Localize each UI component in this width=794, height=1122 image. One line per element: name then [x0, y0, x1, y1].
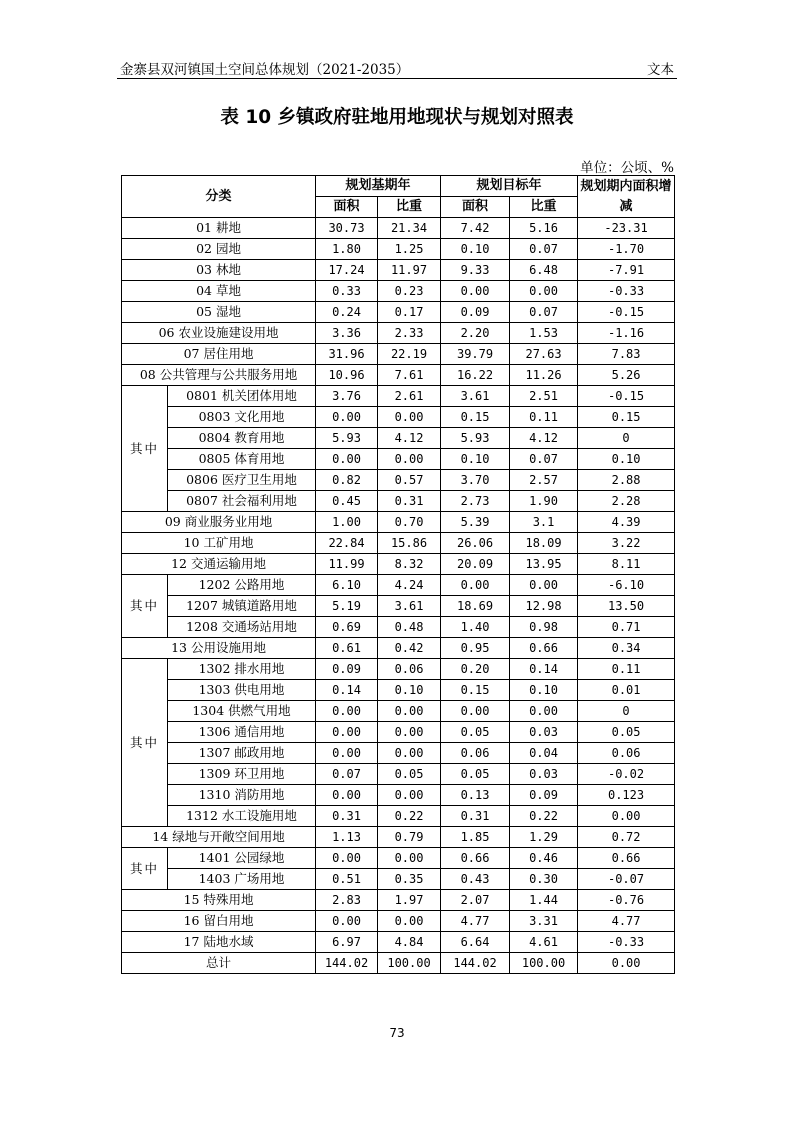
category-name: 14 绿地与开敞空间用地 — [122, 827, 316, 848]
target-area-cell: 0.95 — [441, 638, 510, 659]
category-name: 10 工矿用地 — [122, 533, 316, 554]
area-change-cell: 0.10 — [578, 449, 675, 470]
total-row — [122, 953, 675, 974]
target-ratio-cell: 12.98 — [510, 596, 578, 617]
category-name: 0805 体育用地 — [168, 449, 316, 470]
base-ratio-cell: 8.32 — [378, 554, 441, 575]
base-ratio-cell: 0.00 — [378, 848, 441, 869]
base-ratio-cell: 2.61 — [378, 386, 441, 407]
target-area-cell: 7.42 — [441, 218, 510, 239]
target-ratio-cell: 0.07 — [510, 449, 578, 470]
table-row — [122, 596, 675, 617]
base-ratio-cell: 0.00 — [378, 785, 441, 806]
base-ratio-cell: 4.24 — [378, 575, 441, 596]
category-name: 17 陆地水域 — [122, 932, 316, 953]
base-ratio-cell: 0.57 — [378, 470, 441, 491]
base-area-cell: 0.07 — [316, 764, 378, 785]
target-ratio-cell: 11.26 — [510, 365, 578, 386]
base-ratio-cell: 0.06 — [378, 659, 441, 680]
base-area-cell: 6.97 — [316, 932, 378, 953]
table-row — [122, 491, 675, 512]
target-area-cell: 0.15 — [441, 407, 510, 428]
base-ratio-cell: 15.86 — [378, 533, 441, 554]
base-area-cell: 0.00 — [316, 722, 378, 743]
base-ratio-cell: 0.17 — [378, 302, 441, 323]
target-area-cell: 5.39 — [441, 512, 510, 533]
category-name: 1312 水工设施用地 — [168, 806, 316, 827]
base-area-cell: 3.76 — [316, 386, 378, 407]
header-target-ratio: 比重 — [510, 197, 578, 218]
base-ratio-cell: 0.31 — [378, 491, 441, 512]
area-change-cell: -0.33 — [578, 932, 675, 953]
header-category: 分类 — [122, 176, 316, 218]
subgroup-label: 其中 — [122, 848, 168, 890]
area-change-cell: 2.28 — [578, 491, 675, 512]
area-change-cell: -1.70 — [578, 239, 675, 260]
area-change-cell: -0.76 — [578, 890, 675, 911]
header-target-area: 面积 — [441, 197, 510, 218]
area-change-cell: -0.33 — [578, 281, 675, 302]
base-area-cell: 6.10 — [316, 575, 378, 596]
target-area-cell: 2.07 — [441, 890, 510, 911]
area-change-cell: 0 — [578, 701, 675, 722]
base-area-cell: 1.00 — [316, 512, 378, 533]
target-area-cell: 16.22 — [441, 365, 510, 386]
target-area-cell: 0.31 — [441, 806, 510, 827]
land-use-table — [121, 175, 675, 974]
header-base-year: 规划基期年 — [316, 176, 441, 197]
table-row — [122, 722, 675, 743]
table-row — [122, 806, 675, 827]
category-name: 04 草地 — [122, 281, 316, 302]
target-ratio-cell: 5.16 — [510, 218, 578, 239]
base-ratio-cell: 22.19 — [378, 344, 441, 365]
subgroup-label: 其中 — [122, 659, 168, 827]
category-name: 1310 消防用地 — [168, 785, 316, 806]
category-name: 16 留白用地 — [122, 911, 316, 932]
target-area-cell: 18.69 — [441, 596, 510, 617]
base-area-cell: 2.83 — [316, 890, 378, 911]
target-ratio-cell: 6.48 — [510, 260, 578, 281]
base-area-cell: 0.00 — [316, 785, 378, 806]
target-area-cell: 9.33 — [441, 260, 510, 281]
base-ratio-cell: 4.84 — [378, 932, 441, 953]
target-area-cell: 2.73 — [441, 491, 510, 512]
target-ratio-cell: 27.63 — [510, 344, 578, 365]
area-change-cell: -1.16 — [578, 323, 675, 344]
target-ratio-cell: 1.29 — [510, 827, 578, 848]
area-change-cell: 0.06 — [578, 743, 675, 764]
category-name: 05 湿地 — [122, 302, 316, 323]
table-row — [122, 260, 675, 281]
area-change-cell: 0.05 — [578, 722, 675, 743]
target-area-cell: 0.05 — [441, 722, 510, 743]
category-name: 0806 医疗卫生用地 — [168, 470, 316, 491]
area-change-cell: 0.15 — [578, 407, 675, 428]
area-change-cell: 0.34 — [578, 638, 675, 659]
target-area-cell: 39.79 — [441, 344, 510, 365]
table-row — [122, 848, 675, 869]
target-area-cell: 0.10 — [441, 239, 510, 260]
header-area-change: 规划期内面积增减 — [578, 176, 675, 218]
base-area-cell: 0.09 — [316, 659, 378, 680]
target-area-cell: 0.66 — [441, 848, 510, 869]
area-change-cell: 0 — [578, 428, 675, 449]
target-area-cell: 0.06 — [441, 743, 510, 764]
category-name: 0801 机关团体用地 — [168, 386, 316, 407]
category-name: 1208 交通场站用地 — [168, 617, 316, 638]
base-ratio-cell: 0.70 — [378, 512, 441, 533]
base-area-cell: 0.33 — [316, 281, 378, 302]
area-change-cell: 4.39 — [578, 512, 675, 533]
area-change-cell: -7.91 — [578, 260, 675, 281]
base-ratio-cell: 0.00 — [378, 407, 441, 428]
base-ratio-cell: 0.22 — [378, 806, 441, 827]
target-ratio-cell: 13.95 — [510, 554, 578, 575]
category-name: 1302 排水用地 — [168, 659, 316, 680]
category-name: 07 居住用地 — [122, 344, 316, 365]
base-ratio-cell: 11.97 — [378, 260, 441, 281]
category-name: 1304 供燃气用地 — [168, 701, 316, 722]
target-ratio-cell: 0.03 — [510, 722, 578, 743]
base-area-cell: 0.45 — [316, 491, 378, 512]
target-ratio-cell: 0.11 — [510, 407, 578, 428]
target-ratio-cell: 0.98 — [510, 617, 578, 638]
category-name: 02 园地 — [122, 239, 316, 260]
category-name: 03 林地 — [122, 260, 316, 281]
base-ratio-cell: 0.00 — [378, 722, 441, 743]
table-row — [122, 932, 675, 953]
category-name: 12 交通运输用地 — [122, 554, 316, 575]
area-change-cell: 0.00 — [578, 953, 675, 974]
target-ratio-cell: 0.00 — [510, 575, 578, 596]
target-area-cell: 6.64 — [441, 932, 510, 953]
target-area-cell: 26.06 — [441, 533, 510, 554]
category-name: 1303 供电用地 — [168, 680, 316, 701]
table-row — [122, 743, 675, 764]
target-area-cell: 0.15 — [441, 680, 510, 701]
area-change-cell: -0.07 — [578, 869, 675, 890]
page-number: 73 — [389, 1026, 405, 1040]
area-change-cell: -6.10 — [578, 575, 675, 596]
target-ratio-cell: 4.61 — [510, 932, 578, 953]
base-area-cell: 5.93 — [316, 428, 378, 449]
base-area-cell: 1.13 — [316, 827, 378, 848]
base-ratio-cell: 0.10 — [378, 680, 441, 701]
table-row — [122, 302, 675, 323]
area-change-cell: 0.11 — [578, 659, 675, 680]
area-change-cell: 0.71 — [578, 617, 675, 638]
table-row — [122, 449, 675, 470]
base-ratio-cell: 0.23 — [378, 281, 441, 302]
base-area-cell: 17.24 — [316, 260, 378, 281]
base-ratio-cell: 3.61 — [378, 596, 441, 617]
base-area-cell: 22.84 — [316, 533, 378, 554]
category-name: 09 商业服务业用地 — [122, 512, 316, 533]
target-area-cell: 1.85 — [441, 827, 510, 848]
table-row — [122, 281, 675, 302]
target-area-cell: 0.09 — [441, 302, 510, 323]
area-change-cell: -0.02 — [578, 764, 675, 785]
unit-label: 单位：公顷、% — [580, 160, 674, 176]
target-ratio-cell: 1.90 — [510, 491, 578, 512]
target-ratio-cell: 0.04 — [510, 743, 578, 764]
base-ratio-cell: 7.61 — [378, 365, 441, 386]
target-area-cell: 0.13 — [441, 785, 510, 806]
area-change-cell: 7.83 — [578, 344, 675, 365]
base-area-cell: 0.00 — [316, 848, 378, 869]
base-ratio-cell: 0.05 — [378, 764, 441, 785]
area-change-cell: 5.26 — [578, 365, 675, 386]
target-ratio-cell: 2.51 — [510, 386, 578, 407]
base-area-cell: 30.73 — [316, 218, 378, 239]
base-ratio-cell: 0.79 — [378, 827, 441, 848]
base-area-cell: 11.99 — [316, 554, 378, 575]
base-area-cell: 0.51 — [316, 869, 378, 890]
target-area-cell: 0.10 — [441, 449, 510, 470]
category-name: 01 耕地 — [122, 218, 316, 239]
target-ratio-cell: 2.57 — [510, 470, 578, 491]
target-area-cell: 3.70 — [441, 470, 510, 491]
category-name: 0803 文化用地 — [168, 407, 316, 428]
target-ratio-cell: 3.31 — [510, 911, 578, 932]
target-area-cell: 20.09 — [441, 554, 510, 575]
table-row — [122, 785, 675, 806]
subgroup-label: 其中 — [122, 386, 168, 512]
base-ratio-cell: 4.12 — [378, 428, 441, 449]
base-ratio-cell: 0.42 — [378, 638, 441, 659]
table-row — [122, 638, 675, 659]
table-row — [122, 890, 675, 911]
table-row — [122, 554, 675, 575]
table-row — [122, 407, 675, 428]
running-header-section: 文本 — [647, 62, 674, 78]
target-ratio-cell: 0.03 — [510, 764, 578, 785]
area-change-cell: 13.50 — [578, 596, 675, 617]
table-row — [122, 617, 675, 638]
base-ratio-cell: 0.35 — [378, 869, 441, 890]
base-area-cell: 3.36 — [316, 323, 378, 344]
area-change-cell: 3.22 — [578, 533, 675, 554]
target-area-cell: 2.20 — [441, 323, 510, 344]
target-ratio-cell: 0.46 — [510, 848, 578, 869]
category-name: 08 公共管理与公共服务用地 — [122, 365, 316, 386]
header-target-year: 规划目标年 — [441, 176, 578, 197]
category-name: 1306 通信用地 — [168, 722, 316, 743]
area-change-cell: 0.01 — [578, 680, 675, 701]
target-ratio-cell: 0.07 — [510, 239, 578, 260]
table-row — [122, 344, 675, 365]
target-area-cell: 4.77 — [441, 911, 510, 932]
target-area-cell: 1.40 — [441, 617, 510, 638]
base-area-cell: 10.96 — [316, 365, 378, 386]
header-base-area: 面积 — [316, 197, 378, 218]
table-row — [122, 911, 675, 932]
category-name: 0807 社会福利用地 — [168, 491, 316, 512]
category-name: 13 公用设施用地 — [122, 638, 316, 659]
base-ratio-cell: 0.00 — [378, 743, 441, 764]
header-rule — [117, 78, 677, 79]
area-change-cell: 0.66 — [578, 848, 675, 869]
target-ratio-cell: 1.53 — [510, 323, 578, 344]
target-area-cell: 5.93 — [441, 428, 510, 449]
target-ratio-cell: 0.07 — [510, 302, 578, 323]
target-ratio-cell: 4.12 — [510, 428, 578, 449]
target-ratio-cell: 0.66 — [510, 638, 578, 659]
base-ratio-cell: 0.00 — [378, 449, 441, 470]
table-row — [122, 218, 675, 239]
base-ratio-cell: 0.48 — [378, 617, 441, 638]
base-ratio-cell: 21.34 — [378, 218, 441, 239]
table-row — [122, 701, 675, 722]
table-row — [122, 533, 675, 554]
base-ratio-cell: 1.97 — [378, 890, 441, 911]
base-area-cell: 1.80 — [316, 239, 378, 260]
target-ratio-cell: 3.1 — [510, 512, 578, 533]
running-header-title: 金寨县双河镇国土空间总体规划（2021-2035） — [120, 62, 410, 78]
table-row — [122, 827, 675, 848]
category-name: 06 农业设施建设用地 — [122, 323, 316, 344]
base-area-cell: 0.31 — [316, 806, 378, 827]
base-area-cell: 0.14 — [316, 680, 378, 701]
base-area-cell: 0.00 — [316, 911, 378, 932]
target-ratio-cell: 0.00 — [510, 701, 578, 722]
target-area-cell: 0.00 — [441, 701, 510, 722]
category-name: 1403 广场用地 — [168, 869, 316, 890]
target-ratio-cell: 18.09 — [510, 533, 578, 554]
table-row — [122, 386, 675, 407]
category-name: 1401 公园绿地 — [168, 848, 316, 869]
table-row — [122, 512, 675, 533]
target-ratio-cell: 0.00 — [510, 281, 578, 302]
table-row — [122, 680, 675, 701]
category-name: 1207 城镇道路用地 — [168, 596, 316, 617]
target-ratio-cell: 0.09 — [510, 785, 578, 806]
base-ratio-cell: 2.33 — [378, 323, 441, 344]
table-row — [122, 470, 675, 491]
category-name: 1309 环卫用地 — [168, 764, 316, 785]
base-area-cell: 0.24 — [316, 302, 378, 323]
base-area-cell: 0.69 — [316, 617, 378, 638]
table-row — [122, 239, 675, 260]
base-ratio-cell: 100.00 — [378, 953, 441, 974]
subgroup-label: 其中 — [122, 575, 168, 638]
base-area-cell: 0.00 — [316, 743, 378, 764]
target-area-cell: 3.61 — [441, 386, 510, 407]
area-change-cell: 2.88 — [578, 470, 675, 491]
table-title: 表 10 乡镇政府驻地用地现状与规划对照表 — [220, 107, 574, 128]
table-row — [122, 659, 675, 680]
category-name: 15 特殊用地 — [122, 890, 316, 911]
target-area-cell: 0.05 — [441, 764, 510, 785]
table-row — [122, 323, 675, 344]
area-change-cell: -0.15 — [578, 302, 675, 323]
area-change-cell: -0.15 — [578, 386, 675, 407]
table-row — [122, 869, 675, 890]
category-name: 1202 公路用地 — [168, 575, 316, 596]
header-row-1 — [122, 176, 675, 197]
base-area-cell: 31.96 — [316, 344, 378, 365]
target-area-cell: 0.20 — [441, 659, 510, 680]
target-area-cell: 144.02 — [441, 953, 510, 974]
category-name: 总计 — [122, 953, 316, 974]
header-base-ratio: 比重 — [378, 197, 441, 218]
area-change-cell: 0.123 — [578, 785, 675, 806]
base-ratio-cell: 0.00 — [378, 911, 441, 932]
base-ratio-cell: 1.25 — [378, 239, 441, 260]
base-area-cell: 0.82 — [316, 470, 378, 491]
area-change-cell: 0.00 — [578, 806, 675, 827]
target-ratio-cell: 0.14 — [510, 659, 578, 680]
base-area-cell: 144.02 — [316, 953, 378, 974]
base-area-cell: 0.00 — [316, 449, 378, 470]
category-name: 0804 教育用地 — [168, 428, 316, 449]
table-row — [122, 764, 675, 785]
target-ratio-cell: 0.22 — [510, 806, 578, 827]
target-ratio-cell: 0.30 — [510, 869, 578, 890]
area-change-cell: 8.11 — [578, 554, 675, 575]
base-ratio-cell: 0.00 — [378, 701, 441, 722]
target-ratio-cell: 100.00 — [510, 953, 578, 974]
target-ratio-cell: 1.44 — [510, 890, 578, 911]
base-area-cell: 5.19 — [316, 596, 378, 617]
area-change-cell: 0.72 — [578, 827, 675, 848]
base-area-cell: 0.00 — [316, 701, 378, 722]
category-name: 1307 邮政用地 — [168, 743, 316, 764]
base-area-cell: 0.00 — [316, 407, 378, 428]
base-area-cell: 0.61 — [316, 638, 378, 659]
target-area-cell: 0.00 — [441, 575, 510, 596]
target-area-cell: 0.43 — [441, 869, 510, 890]
table-row — [122, 575, 675, 596]
table-row — [122, 365, 675, 386]
area-change-cell: 4.77 — [578, 911, 675, 932]
target-area-cell: 0.00 — [441, 281, 510, 302]
table-row — [122, 428, 675, 449]
area-change-cell: -23.31 — [578, 218, 675, 239]
target-ratio-cell: 0.10 — [510, 680, 578, 701]
